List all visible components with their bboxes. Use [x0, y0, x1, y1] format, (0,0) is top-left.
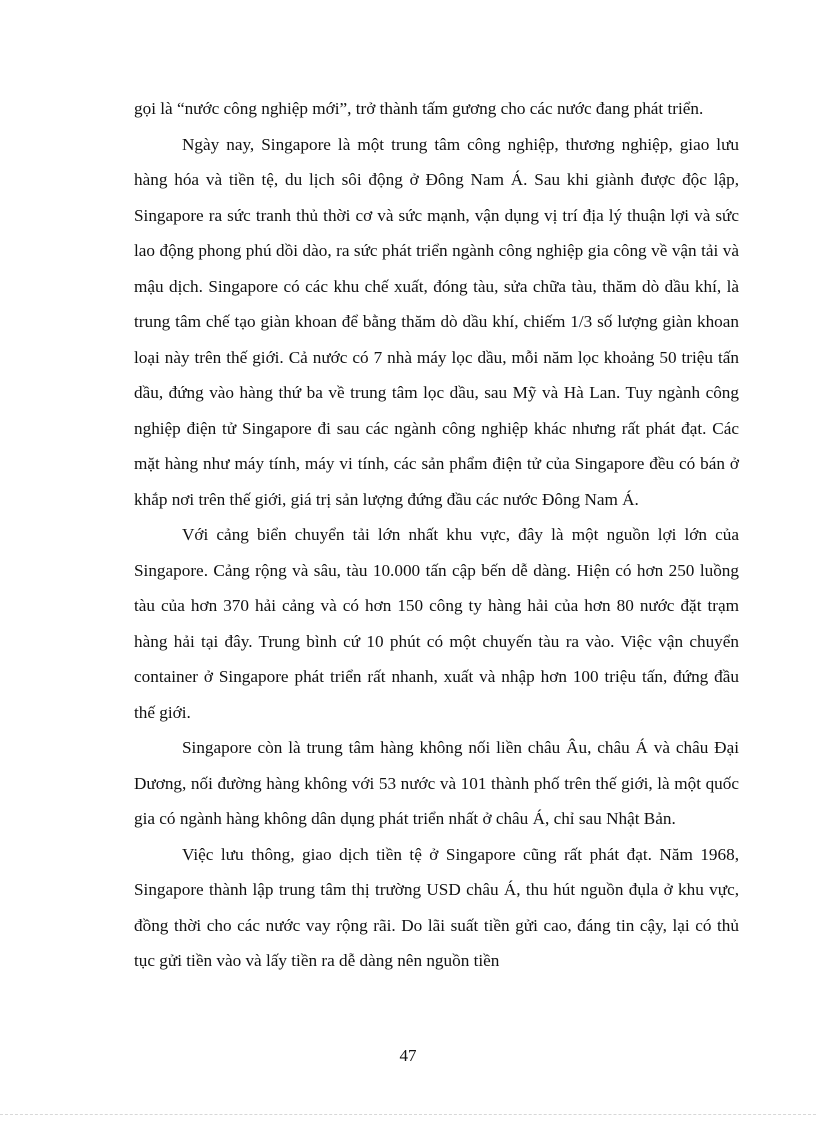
- paragraph-industry: Ngày nay, Singapore là một trung tâm công nghiệp, thương nghiệp, giao lưu hàng hóa và tiền tệ, du lịch sôi động ở Đông Nam Á. Sau khi giành được độc lập, Singapore ra sức tranh thủ thời cơ và sức mạnh, vận dụng vị trí địa lý thuận lợi và sức lao động phong phú dồi dào, ra sức phát triển ngành công nghiệp gia công về vận tải và mậu dịch. Singapore có các khu chế xuất, đóng tàu, sửa chữa tàu, thăm dò dầu khí, là trung tâm chế tạo giàn khoan để bằng thăm dò dầu khí, chiếm 1/3 số lượng giàn khoan loại này trên thế giới. Cả nước có 7 nhà máy lọc dầu, mỗi năm lọc khoảng 50 triệu tấn dầu, đứng vào hàng thứ ba về trung tâm lọc dầu, sau Mỹ và Hà Lan. Tuy ngành công nghiệp điện tử Singapore đi sau các ngành công nghiệp khác nhưng rất phát đạt. Các mặt hàng như máy tính, máy vi tính, các sản phẩm điện tử của Singapore đều có bán ở khắp nơi trên thế giới, giá trị sản lượng đứng đầu các nước Đông Nam Á.: [134, 134, 739, 509]
- paragraph-finance: Việc lưu thông, giao dịch tiền tệ ở Singapore cũng rất phát đạt. Năm 1968, Singapore thành lập trung tâm thị trường USD châu Á, thu hút nguồn đụla ở khu vực, đồng thời cho các nước vay rộng rãi. Do lãi suất tiền gửi cao, đáng tin cậy, lại có thủ tục gửi tiền vào và lấy tiền ra dễ dàng nên nguồn tiền: [134, 844, 739, 970]
- page-number: 47: [399, 1046, 417, 1065]
- page-bottom-divider: [0, 1114, 816, 1115]
- paragraph-aviation: Singapore còn là trung tâm hàng không nối liền châu Âu, châu Á và châu Đại Dương, nối đường hàng không với 53 nước và 101 thành phố trên thế giới, là một quốc gia có ngành hàng không dân dụng phát triển nhất ở châu Á, chỉ sau Nhật Bản.: [134, 738, 739, 828]
- body-text: [134, 91, 739, 979]
- paragraph-seaport: Với cảng biển chuyển tải lớn nhất khu vực, đây là một nguồn lợi lớn của Singapore. Cảng rộng và sâu, tàu 10.000 tấn cập bến dễ dàng. Hiện có hơn 250 luồng tàu của hơn 370 hải cảng và có hơn 150 công ty hàng hải của hơn 80 nước đặt trạm hàng hải tại đây. Trung bình cứ 10 phút có một chuyến tàu ra vào. Việc vận chuyển container ở Singapore phát triển rất nhanh, xuất và nhập hơn 100 triệu tấn, đứng đầu thế giới.: [134, 525, 739, 722]
- paragraph-continuation: gọi là “nước công nghiệp mới”, trở thành tấm gương cho các nước đang phát triển.: [134, 99, 704, 118]
